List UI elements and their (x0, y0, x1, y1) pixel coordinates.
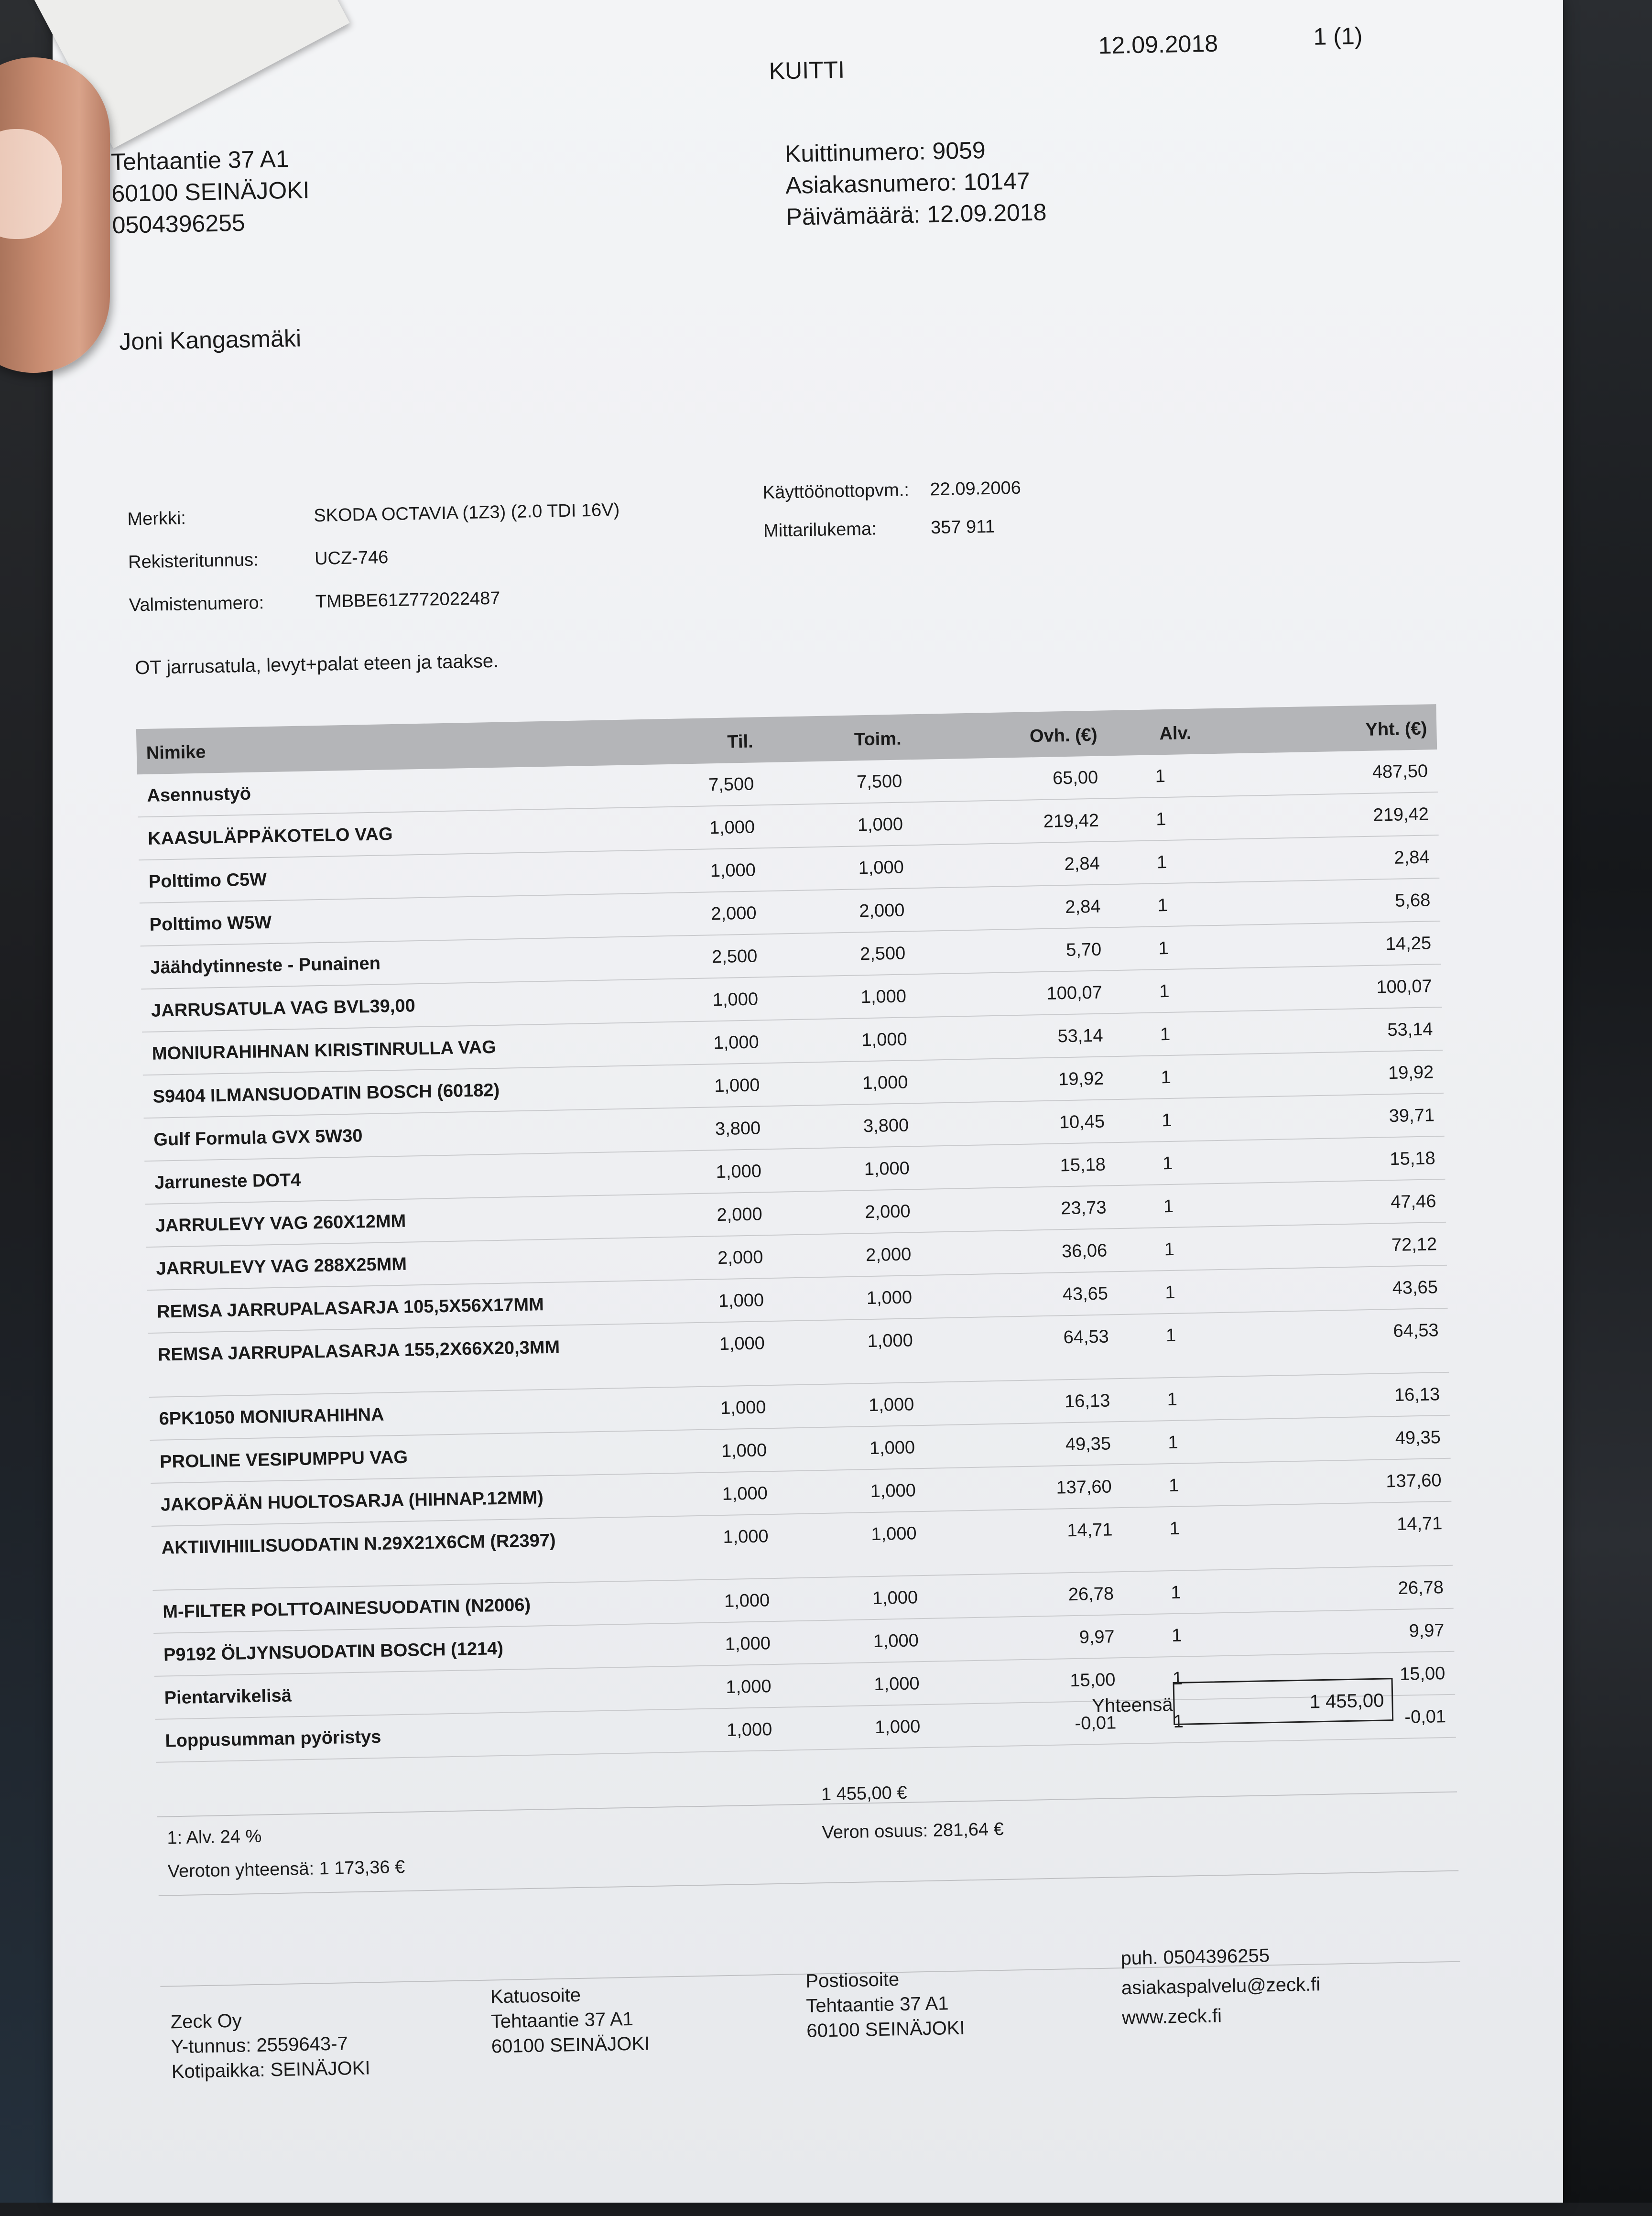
item-total: 16,13 (1394, 1384, 1440, 1406)
item-total: 487,50 (1372, 761, 1428, 782)
item-name: JARRUSATULA VAG BVL39,00 (151, 996, 416, 1021)
receipt-content (32, 0, 1584, 2216)
registration-value: UCZ-746 (314, 547, 389, 569)
item-vat-code: 1 (1156, 852, 1167, 873)
item-unit-price: 2,84 (1065, 896, 1101, 918)
net-total: Veroton yhteensä: 1 173,36 € (167, 1857, 405, 1882)
table-body (137, 750, 1456, 1763)
company-id: Y-tunnus: 2559643-7 (171, 2033, 348, 2058)
page-number: 1 (1) (1313, 22, 1363, 50)
vin-label: Valmistenumero: (129, 593, 264, 616)
item-ordered-qty: 1,000 (709, 817, 755, 838)
brand-value: SKODA OCTAVIA (1Z3) (2.0 TDI 16V) (313, 500, 620, 526)
item-delivered-qty: 1,000 (861, 1029, 908, 1051)
receipt-paper (53, 0, 1563, 2203)
item-total: 100,07 (1376, 976, 1433, 998)
footer-postal-address (805, 1966, 965, 2043)
item-ordered-qty: 1,000 (725, 1633, 771, 1654)
item-vat-code: 1 (1167, 1432, 1178, 1453)
item-vat-code: 1 (1159, 981, 1170, 1002)
item-name: S9404 ILMANSUODATIN BOSCH (60182) (152, 1080, 500, 1107)
item-ordered-qty: 1,000 (722, 1483, 768, 1505)
item-unit-price: 49,35 (1065, 1434, 1111, 1455)
item-delivered-qty: 1,000 (868, 1394, 914, 1416)
item-vat-code: 1 (1170, 1582, 1181, 1603)
item-ordered-qty: 1,000 (721, 1440, 767, 1462)
item-ordered-qty: 1,000 (723, 1526, 769, 1548)
item-ordered-qty: 1,000 (713, 1032, 760, 1054)
item-vat-code: 1 (1172, 1668, 1183, 1689)
footer-street-address (490, 1981, 650, 2059)
street-address-label: Katuosoite (490, 1984, 581, 2008)
item-name: Pientarvikelisä (164, 1685, 292, 1708)
item-vat-code: 1 (1158, 938, 1169, 959)
item-unit-price: 10,45 (1059, 1111, 1105, 1133)
item-name: Polttimo W5W (149, 912, 272, 935)
item-total: 14,25 (1385, 933, 1432, 955)
header-date: 12.09.2018 (1098, 30, 1218, 59)
col-til: Til. (727, 731, 754, 752)
item-delivered-qty: 2,000 (865, 1244, 912, 1266)
document-title: KUITTI (769, 56, 845, 85)
total-label: Yhteensä (1092, 1694, 1173, 1717)
item-vat-code: 1 (1168, 1475, 1179, 1496)
item-delivered-qty: 1,000 (862, 1072, 908, 1094)
receipt-date: Päivämäärä: 12.09.2018 (786, 198, 1047, 230)
work-note: OT jarrusatula, levyt+palat eteen ja taakse. (135, 650, 499, 679)
item-total: 5,68 (1394, 890, 1431, 911)
item-delivered-qty: 3,800 (863, 1115, 909, 1137)
item-vat-code: 1 (1155, 809, 1166, 830)
item-ordered-qty: 1,000 (710, 860, 756, 881)
brand-label: Merkki: (127, 508, 186, 530)
item-vat-code: 1 (1162, 1110, 1172, 1131)
item-vat-code: 1 (1155, 766, 1166, 787)
item-delivered-qty: 1,000 (874, 1673, 920, 1695)
item-ordered-qty: 2,000 (711, 903, 757, 924)
item-name: Asennustyö (147, 783, 251, 806)
sender-city: 60100 SEINÄJOKI (111, 176, 310, 207)
item-delivered-qty: 1,000 (860, 986, 907, 1008)
item-total: 39,71 (1389, 1105, 1435, 1127)
item-name: PROLINE VESIPUMPPU VAG (159, 1447, 408, 1472)
item-delivered-qty: 2,500 (859, 943, 906, 965)
postal-address-street: Tehtaantie 37 A1 (806, 1993, 949, 2017)
sender-address (110, 142, 310, 241)
item-total: 219,42 (1373, 804, 1429, 826)
item-delivered-qty: 1,000 (870, 1480, 916, 1502)
item-name: REMSA JARRUPALASARJA 105,5X56X17MM (156, 1294, 544, 1322)
item-name: JARRULEVY VAG 288X25MM (156, 1254, 407, 1279)
item-delivered-qty: 1,000 (871, 1523, 917, 1545)
item-name: REMSA JARRUPALASARJA 155,2X66X20,3MM (157, 1337, 560, 1365)
item-unit-price: 14,71 (1066, 1520, 1113, 1541)
item-ordered-qty: 1,000 (718, 1290, 764, 1312)
footer-contact (1120, 1940, 1321, 2032)
col-ovh: Ovh. (€) (1029, 725, 1098, 747)
item-total: 15,00 (1399, 1663, 1446, 1684)
item-delivered-qty: 2,000 (865, 1201, 911, 1223)
item-vat-code: 1 (1167, 1389, 1178, 1410)
item-name: KAASULÄPPÄKOTELO VAG (147, 824, 393, 849)
item-unit-price: 53,14 (1057, 1025, 1103, 1047)
sender-street: Tehtaantie 37 A1 (110, 145, 290, 176)
postal-address-label: Postiosoite (805, 1969, 900, 1992)
item-unit-price: 23,73 (1060, 1197, 1107, 1219)
vat-gross: 1 455,00 € (821, 1782, 907, 1805)
item-delivered-qty: 1,000 (874, 1716, 921, 1738)
item-total: -0,01 (1404, 1706, 1446, 1727)
item-unit-price: 219,42 (1043, 810, 1099, 832)
item-ordered-qty: 2,500 (711, 946, 758, 967)
item-unit-price: 36,06 (1061, 1240, 1108, 1262)
item-total: 47,46 (1390, 1191, 1436, 1213)
item-ordered-qty: 1,000 (714, 1075, 760, 1097)
odometer-value: 357 911 (930, 516, 996, 538)
item-delivered-qty: 2,000 (859, 900, 905, 922)
item-unit-price: 2,84 (1064, 853, 1100, 875)
item-vat-code: 1 (1157, 895, 1168, 916)
postal-address-city: 60100 SEINÄJOKI (806, 2017, 966, 2042)
street-address-street: Tehtaantie 37 A1 (490, 2008, 634, 2032)
item-unit-price: 100,07 (1046, 982, 1103, 1004)
vat-share: Veron osuus: 281,64 € (822, 1819, 1004, 1843)
item-name: JARRULEVY VAG 260X12MM (155, 1211, 406, 1236)
item-ordered-qty: 7,500 (708, 774, 754, 795)
item-name: Jäähdytinneste - Punainen (150, 953, 381, 978)
item-unit-price: 9,97 (1079, 1627, 1115, 1648)
item-name: 6PK1050 MONIURAHIHNA (159, 1404, 384, 1429)
divider (157, 1792, 1457, 1817)
item-ordered-qty: 1,000 (720, 1397, 766, 1419)
total-box (1173, 1678, 1394, 1725)
item-delivered-qty: 1,000 (858, 857, 904, 879)
item-name: Jarruneste DOT4 (154, 1170, 301, 1193)
item-ordered-qty: 1,000 (726, 1676, 772, 1697)
company-domicile: Kotipaikka: SEINÄJOKI (171, 2057, 370, 2083)
item-name: Polttimo C5W (148, 869, 267, 892)
item-total: 9,97 (1409, 1620, 1445, 1641)
item-unit-price: 26,78 (1068, 1584, 1114, 1605)
item-delivered-qty: 1,000 (857, 814, 903, 836)
item-total: 15,18 (1390, 1148, 1436, 1170)
item-total: 43,65 (1392, 1277, 1438, 1299)
item-ordered-qty: 2,000 (717, 1247, 763, 1269)
footer-company (170, 2006, 370, 2084)
item-unit-price: 65,00 (1052, 767, 1098, 789)
footer-web: www.zeck.fi (1121, 2005, 1222, 2029)
item-delivered-qty: 1,000 (869, 1437, 915, 1459)
item-delivered-qty: 1,000 (873, 1630, 919, 1652)
col-name: Nimike (146, 742, 206, 763)
thumbnail-nail (0, 129, 62, 239)
item-ordered-qty: 3,800 (715, 1118, 761, 1140)
item-vat-code: 1 (1165, 1325, 1176, 1346)
item-total: 49,35 (1395, 1427, 1441, 1449)
item-delivered-qty: 7,500 (856, 771, 902, 793)
company-name: Zeck Oy (170, 2010, 242, 2033)
item-unit-price: 137,60 (1056, 1477, 1112, 1498)
item-vat-code: 1 (1169, 1518, 1180, 1539)
intro-date-label: Käyttöönottopvm.: (762, 480, 910, 503)
item-unit-price: 15,18 (1060, 1154, 1106, 1176)
item-delivered-qty: 1,000 (864, 1158, 910, 1180)
sender-phone: 0504396255 (112, 209, 246, 239)
item-delivered-qty: 1,000 (867, 1330, 913, 1352)
item-ordered-qty: 1,000 (719, 1333, 765, 1355)
item-vat-code: 1 (1161, 1067, 1172, 1088)
item-ordered-qty: 1,000 (716, 1161, 762, 1183)
footer-phone: puh. 0504396255 (1120, 1945, 1270, 1969)
item-name: MONIURAHIHNAN KIRISTINRULLA VAG (152, 1037, 497, 1064)
item-name: AKTIIVIHIILISUODATIN N.29X21X6CM (R2397) (161, 1530, 556, 1558)
customer-name: Joni Kangasmäki (119, 325, 302, 355)
registration-label: Rekisteritunnus: (128, 550, 259, 573)
item-delivered-qty: 1,000 (866, 1287, 913, 1309)
item-vat-code: 1 (1164, 1282, 1175, 1303)
thumb-image (0, 57, 110, 373)
item-total: 14,71 (1396, 1513, 1443, 1534)
item-total: 72,12 (1391, 1234, 1437, 1256)
col-yht: Yht. (€) (1365, 718, 1427, 740)
item-name: P9192 ÖLJYNSUODATIN BOSCH (1214) (163, 1638, 504, 1665)
item-unit-price: 43,65 (1062, 1283, 1109, 1305)
customer-number: Asiakasnumero: 10147 (785, 167, 1031, 199)
total-value: 1 455,00 (1309, 1690, 1384, 1713)
item-vat-code: 1 (1171, 1625, 1182, 1646)
item-name: Loppusumman pyöristys (165, 1727, 381, 1751)
item-ordered-qty: 2,000 (717, 1204, 763, 1226)
item-total: 19,92 (1388, 1062, 1434, 1084)
item-unit-price: 5,70 (1065, 939, 1102, 961)
col-alv: Alv. (1159, 723, 1192, 744)
item-vat-code: 1 (1160, 1024, 1171, 1045)
item-total: 64,53 (1393, 1320, 1439, 1342)
items-table (136, 704, 1456, 1763)
street-address-city: 60100 SEINÄJOKI (491, 2033, 650, 2057)
item-unit-price: -0,01 (1075, 1713, 1117, 1734)
item-total: 53,14 (1387, 1019, 1433, 1041)
vat-line: 1: Alv. 24 % (167, 1826, 262, 1848)
item-vat-code: 1 (1164, 1239, 1175, 1260)
receipt-number: Kuittinumero: 9059 (784, 136, 986, 168)
col-toim: Toim. (854, 728, 902, 750)
item-total: 26,78 (1398, 1577, 1444, 1598)
item-vat-code: 1 (1173, 1711, 1184, 1732)
receipt-info (784, 133, 1047, 233)
item-ordered-qty: 1,000 (712, 989, 759, 1010)
item-total: 2,84 (1394, 847, 1430, 868)
footer-email: asiakaspalvelu@zeck.fi (1121, 1974, 1321, 1999)
item-ordered-qty: 1,000 (724, 1590, 770, 1612)
item-name: M-FILTER POLTTOAINESUODATIN (N2006) (162, 1595, 531, 1622)
vin-value: TMBBE61Z772022487 (315, 588, 500, 612)
intro-date-value: 22.09.2006 (930, 478, 1022, 500)
item-delivered-qty: 1,000 (872, 1587, 918, 1609)
item-name: Gulf Formula GVX 5W30 (153, 1126, 363, 1150)
odometer-label: Mittarilukema: (763, 519, 877, 542)
item-total: 137,60 (1385, 1470, 1442, 1492)
item-vat-code: 1 (1162, 1153, 1173, 1174)
item-unit-price: 16,13 (1064, 1390, 1110, 1412)
item-ordered-qty: 1,000 (726, 1719, 772, 1740)
item-unit-price: 15,00 (1069, 1670, 1116, 1691)
item-unit-price: 19,92 (1058, 1068, 1104, 1090)
item-unit-price: 64,53 (1063, 1326, 1109, 1348)
item-name: JAKOPÄÄN HUOLTOSARJA (HIHNAP.12MM) (160, 1488, 544, 1515)
item-vat-code: 1 (1163, 1196, 1174, 1217)
